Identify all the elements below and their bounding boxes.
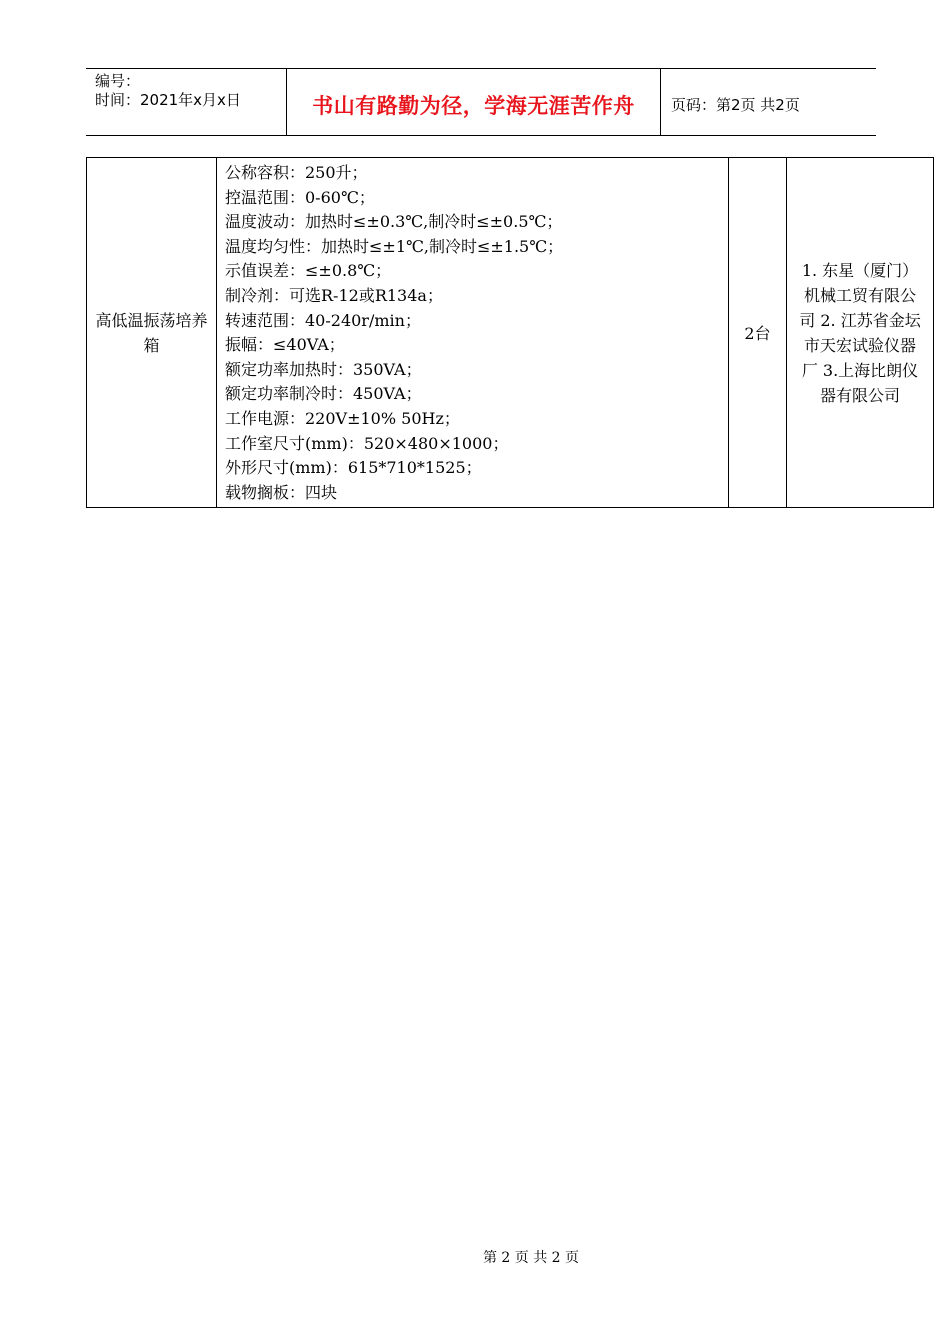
equipment-quantity: 2台 [729, 158, 787, 508]
number-label: 编号： [95, 72, 141, 90]
time-label: 时间：2021年x月x日 [95, 91, 241, 109]
spec-line: 载物搁板：四块 [225, 482, 338, 502]
spec-line: 制冷剂：可选R-12或R134a； [225, 285, 443, 305]
page-header [86, 68, 876, 136]
equipment-suppliers: 1. 东星（厦门）机械工贸有限公司 2. 江苏省金坛市天宏试验仪器厂 3.上海比朗仪器有限公司 [787, 158, 934, 508]
equipment-table [86, 157, 934, 508]
spec-line: 振幅：≤40VA； [225, 335, 345, 355]
spec-line: 外形尺寸(mm)：615*710*1525； [225, 458, 482, 478]
table-row [87, 158, 934, 508]
page-footer: 第 2 页 共 2 页 [482, 1250, 580, 1266]
header-meta [86, 69, 287, 135]
spec-line: 温度波动：加热时≤±0.3℃,制冷时≤±0.5℃； [225, 212, 563, 232]
spec-line: 额定功率加热时：350VA； [225, 359, 422, 379]
spec-line: 转速范围：40-240r/min； [225, 310, 421, 330]
spec-line: 示值误差：≤±0.8℃； [225, 261, 392, 281]
header-motto: 书山有路勤为径，学海无涯苦作舟 [287, 69, 661, 135]
spec-line: 工作电源：220V±10% 50Hz； [225, 408, 460, 428]
equipment-name: 高低温振荡培养箱 [87, 158, 217, 508]
spec-line: 控温范围：0-60℃； [225, 187, 375, 207]
spec-line: 工作室尺寸(mm)：520×480×1000； [225, 433, 509, 453]
header-page-info: 页码：第2页 共2页 [671, 95, 800, 114]
equipment-specs [217, 158, 729, 508]
spec-line: 温度均匀性：加热时≤±1℃,制冷时≤±1.5℃； [225, 236, 564, 256]
spec-line: 公称容积：250升； [225, 163, 368, 182]
spec-line: 额定功率制冷时：450VA； [225, 384, 422, 404]
